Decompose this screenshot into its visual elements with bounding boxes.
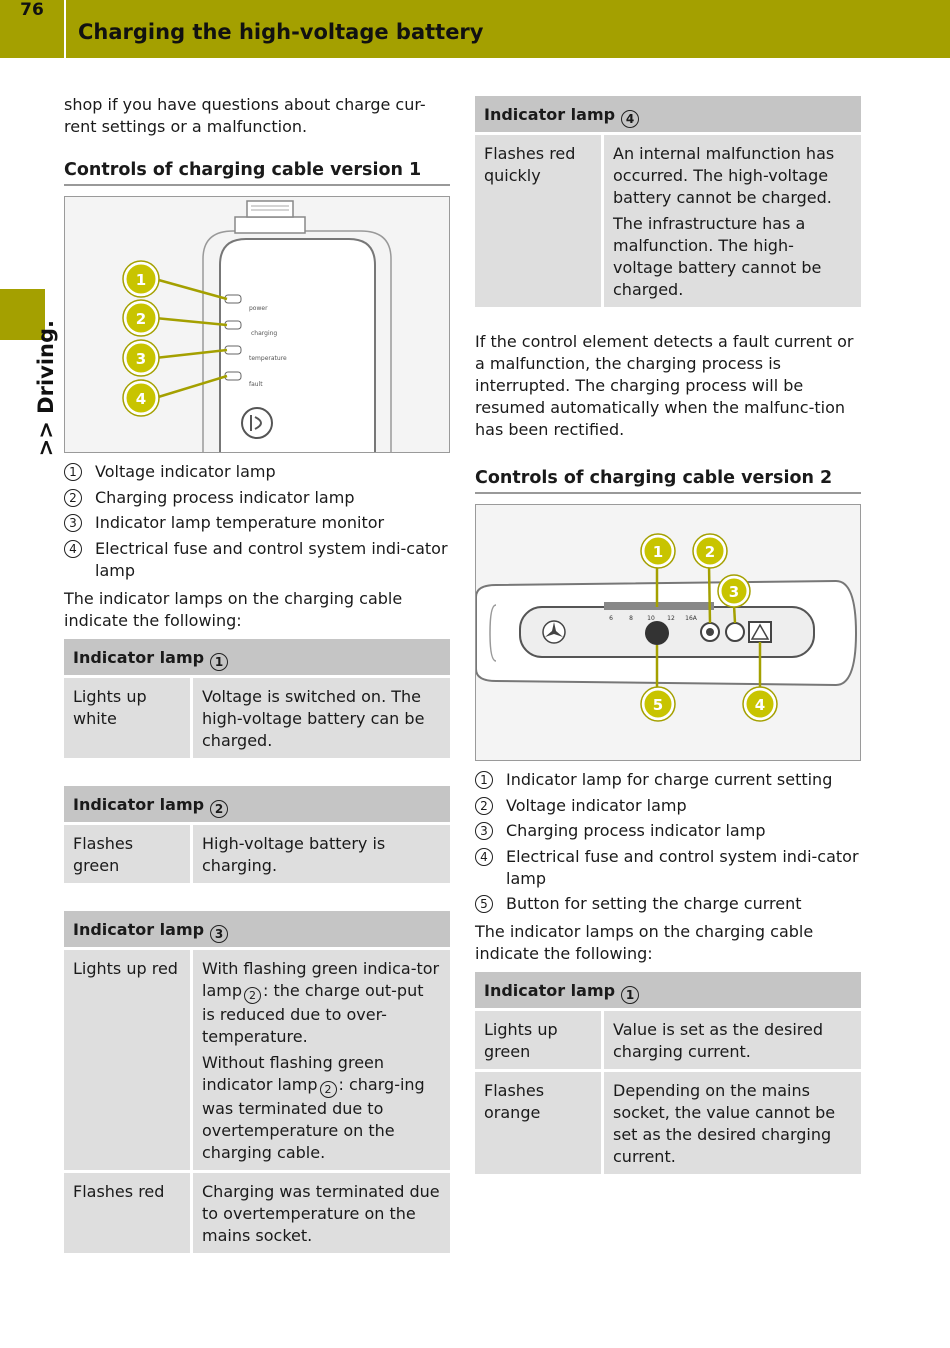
fig-label-temperature: temperature [249,355,287,362]
table-cell-state: Lights up green [475,1011,604,1069]
legend-version-2 [475,769,861,915]
callout-3-icon [123,340,159,376]
number-4-icon: 4 [475,848,493,866]
number-3-icon: 3 [475,822,493,840]
svg-text:1: 1 [135,271,147,289]
table-row [475,135,861,307]
number-1-icon: 1 [475,771,493,789]
svg-text:3: 3 [728,583,740,601]
intro-text: shop if you have questions about charge cur-rent settings or a malfunction. [64,95,426,136]
table-cell-state: Lights up red [64,950,193,1170]
legend-text: Charging process indicator lamp [95,487,355,507]
indicator-table-1 [64,639,450,758]
scale-label: 8 [629,615,633,622]
table-header-text: Indicator lamp [73,794,205,814]
scale-label: 12 [667,615,675,622]
indicator-table-3 [64,911,450,1253]
number-5-icon: 5 [475,895,493,913]
legend-item [64,512,450,534]
cable-v2-illustration [476,505,860,760]
indicator-table-4 [475,96,861,307]
table-cell-state: Flashes orange [475,1072,604,1174]
right-column [475,96,861,1202]
callout-5-icon [641,687,675,721]
left-column [64,94,450,1281]
table-cell-state: Flashes red [64,1173,193,1253]
legend-item [64,461,450,483]
svg-text:5: 5 [652,696,664,714]
table-cell-meaning: Charging was terminated due to overtemperature on the mains socket. [202,1181,440,1245]
svg-text:2: 2 [135,310,147,328]
number-2-icon: 2 [475,797,493,815]
number-3-icon: 3 [64,514,82,532]
number-2-icon: 2 [64,489,82,507]
fig-label-charging: charging [251,330,278,337]
figure-charging-cable-v1 [64,196,450,453]
meaning-text: : the charge out-put is reduced due to over-temperature. [202,980,424,1046]
legend-item [475,795,861,817]
callout-1-icon [123,261,159,297]
table-cell-meaning: Voltage is switched on. The high-voltage battery can be charged. [202,686,425,750]
meaning-paragraph: An internal malfunction has occurred. The high-voltage battery cannot be charged. [613,144,835,207]
meaning-paragraph [202,958,441,1048]
meaning-paragraph: The infrastructure has a malfunction. The high-voltage battery cannot be charged. [613,214,822,299]
page-title: Charging the high-voltage battery [78,20,484,44]
table-cell-meaning [604,135,861,307]
legend-text: Charging process indicator lamp [506,821,766,840]
svg-text:1: 1 [652,543,664,561]
callout-4-icon [743,687,777,721]
table-header [64,639,450,678]
legend-text: Indicator lamp for charge current setting [506,770,833,789]
callout-4-icon [123,380,159,416]
table-cell-state: Lights up white [64,678,193,758]
lead-text: The indicator lamps on the charging cable indicate the following: [64,588,403,630]
scale-label: 16A [685,615,697,622]
legend-text: Indicator lamp temperature monitor [95,513,385,532]
lead-text: The indicator lamps on the charging cable indicate the following: [475,922,814,963]
page-number: 76 [20,0,44,20]
legend-item [475,846,861,890]
table-cell-state: Flashes green [64,825,193,883]
legend-version-1 [64,461,450,582]
table-row [475,1011,861,1072]
legend-item [64,487,450,509]
number-2-icon: 2 [244,987,261,1004]
legend-text: Voltage indicator lamp [506,795,687,815]
table-header-text: Indicator lamp [73,919,205,939]
legend-text: Electrical fuse and control system indi-cator lamp [95,538,448,580]
indicator-table-5 [475,972,861,1174]
svg-text:4: 4 [135,390,147,408]
section-title-version-1: Controls of charging cable version 1 [64,160,450,186]
indicator-table-2 [64,786,450,883]
number-4-icon: 4 [621,110,639,128]
fig-label-power: power [249,305,268,312]
callout-2-icon [693,534,727,568]
fig-label-fault: fault [249,381,263,388]
header-divider [64,0,66,58]
table-cell-meaning: Depending on the mains socket, the value cannot be set as the desired charging current. [613,1081,836,1166]
table-row [64,825,450,883]
figure-charging-cable-v2 [475,504,861,761]
number-1-icon: 1 [621,986,639,1004]
svg-text:4: 4 [754,696,766,714]
table-header-text: Indicator lamp [484,105,616,124]
callout-1-icon [641,534,675,568]
table-cell-meaning: Value is set as the desired charging current. [613,1020,824,1061]
svg-text:2: 2 [704,543,716,561]
number-1-icon: 1 [210,653,228,671]
fault-paragraph: If the control element detects a fault current or a malfunction, the charging process is interrupted. The charging process will be resumed automatically when the malfunc-tion has been rectified. [475,332,854,439]
number-4-icon: 4 [64,540,82,558]
table-header-text: Indicator lamp [484,981,616,1000]
table-header-text: Indicator lamp [73,647,205,667]
table-header [64,786,450,825]
meaning-text: Without flashing green indicator lamp [202,1052,385,1094]
legend-text: Electrical fuse and control system indi-cator lamp [506,846,859,888]
legend-item [64,538,450,582]
legend-item [475,893,861,915]
scale-label: 6 [609,615,613,622]
table-header [475,972,861,1011]
chapter-label: >> Driving. [34,320,58,457]
legend-text: Button for setting the charge current [506,894,802,913]
callout-2-icon [123,300,159,336]
scale-label: 10 [647,615,655,622]
section-title-version-2: Controls of charging cable version 2 [475,468,861,494]
number-1-icon: 1 [64,463,82,481]
number-2-icon: 2 [320,1081,337,1098]
meaning-text: With flashing green indica-tor lamp [202,958,440,1000]
callout-3-icon [718,575,750,607]
table-cell-state: Flashes red quickly [475,135,604,307]
table-cell-meaning: High-voltage battery is charging. [202,833,386,875]
number-3-icon: 3 [210,925,228,943]
table-row [475,1072,861,1174]
table-row [64,1173,450,1253]
table-header [475,96,861,135]
legend-text: Voltage indicator lamp [95,462,276,481]
legend-item [475,820,861,842]
meaning-paragraph [202,1052,441,1164]
meaning-text: : charg-ing was terminated due to overtemperature on the charging cable. [202,1074,425,1162]
number-2-icon: 2 [210,800,228,818]
svg-text:3: 3 [135,350,147,368]
table-header [64,911,450,950]
table-row [64,678,450,758]
table-row [64,950,450,1173]
cable-v1-illustration [65,197,449,452]
table-cell-meaning [193,950,450,1170]
legend-item [475,769,861,791]
